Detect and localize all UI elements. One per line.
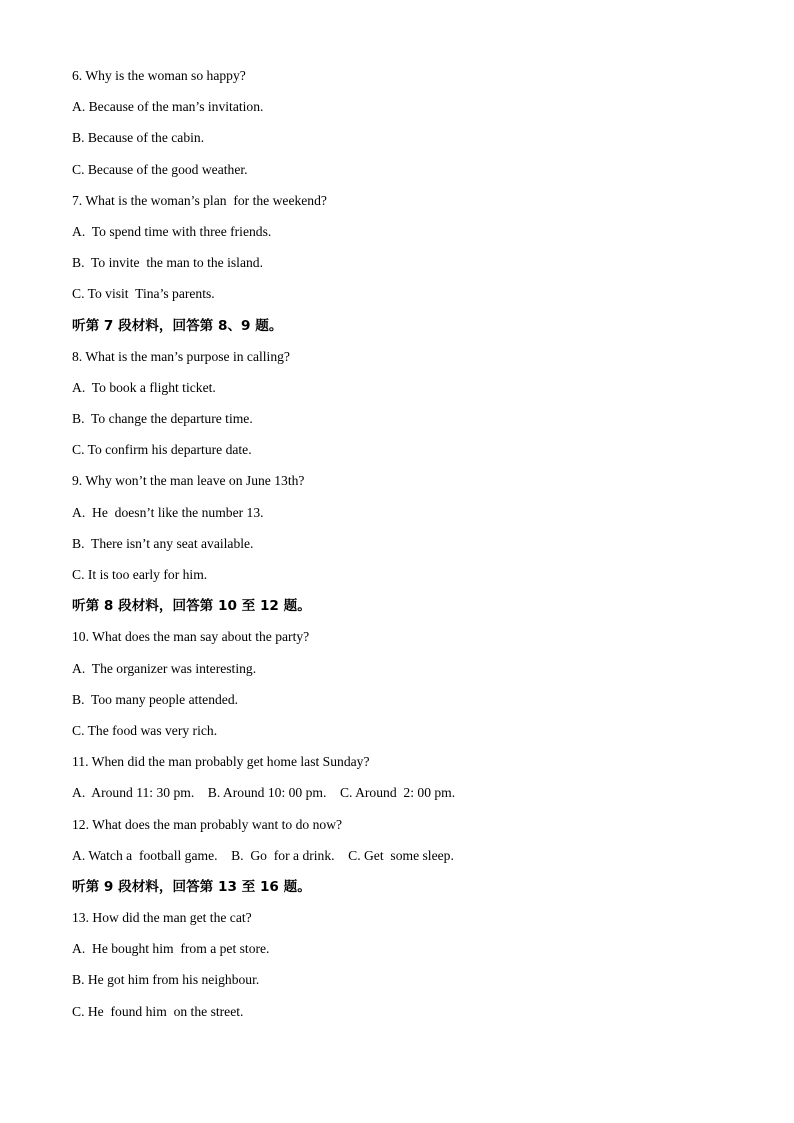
question-13: 13. How did the man get the cat? bbox=[72, 910, 252, 926]
options-11: A. Around 11: 30 pm. B. Around 10: 00 pm. C. Around 2: 00 pm. bbox=[72, 785, 456, 801]
question-10: 10. What does the man say about the party? bbox=[72, 629, 310, 645]
option-10b: B. Too many people attended. bbox=[72, 691, 239, 707]
option-7c: C. To visit Tina’s parents. bbox=[72, 286, 215, 302]
option-6b: B. Because of the cabin. bbox=[72, 130, 205, 146]
section-heading-7: 听第 7 段材料，回答第 8、9 题。 bbox=[72, 317, 283, 334]
option-13c: C. He found him on the street. bbox=[72, 1003, 244, 1019]
options-12: A. Watch a football game. B. Go for a drink. C. Get some sleep. bbox=[72, 847, 454, 863]
option-10a: A. The organizer was interesting. bbox=[72, 660, 257, 676]
question-9: 9. Why won’t the man leave on June 13th? bbox=[72, 473, 305, 489]
option-6c: C. Because of the good weather. bbox=[72, 161, 248, 177]
option-13b: B. He got him from his neighbour. bbox=[72, 972, 260, 988]
question-12: 12. What does the man probably want to do now? bbox=[72, 816, 343, 832]
section-heading-9: 听第 9 段材料，回答第 13 至 16 题。 bbox=[72, 878, 311, 895]
question-11: 11. When did the man probably get home last Sunday? bbox=[72, 754, 370, 770]
option-9c: C. It is too early for him. bbox=[72, 567, 208, 582]
option-7b: B. To invite the man to the island. bbox=[72, 255, 263, 271]
question-7: 7. What is the woman’s plan for the weekend? bbox=[72, 192, 327, 208]
option-8c: C. To confirm his departure date. bbox=[72, 442, 252, 458]
option-6a: A. Because of the man’s invitation. bbox=[72, 99, 264, 115]
question-6: 6. Why is the woman so happy? bbox=[72, 68, 246, 83]
option-8b: B. To change the departure time. bbox=[72, 411, 253, 427]
option-10c: C. The food was very rich. bbox=[72, 722, 218, 738]
option-9b: B. There isn’t any seat available. bbox=[72, 535, 254, 551]
option-13a: A. He bought him from a pet store. bbox=[72, 941, 270, 957]
document-page bbox=[72, 64, 732, 1031]
question-8: 8. What is the man’s purpose in calling? bbox=[72, 348, 290, 364]
option-7a: A. To spend time with three friends. bbox=[72, 223, 272, 239]
section-heading-8: 听第 8 段材料，回答第 10 至 12 题。 bbox=[72, 598, 311, 615]
option-9a: A. He doesn’t like the number 13. bbox=[72, 504, 264, 520]
option-8a: A. To book a flight ticket. bbox=[72, 379, 216, 395]
